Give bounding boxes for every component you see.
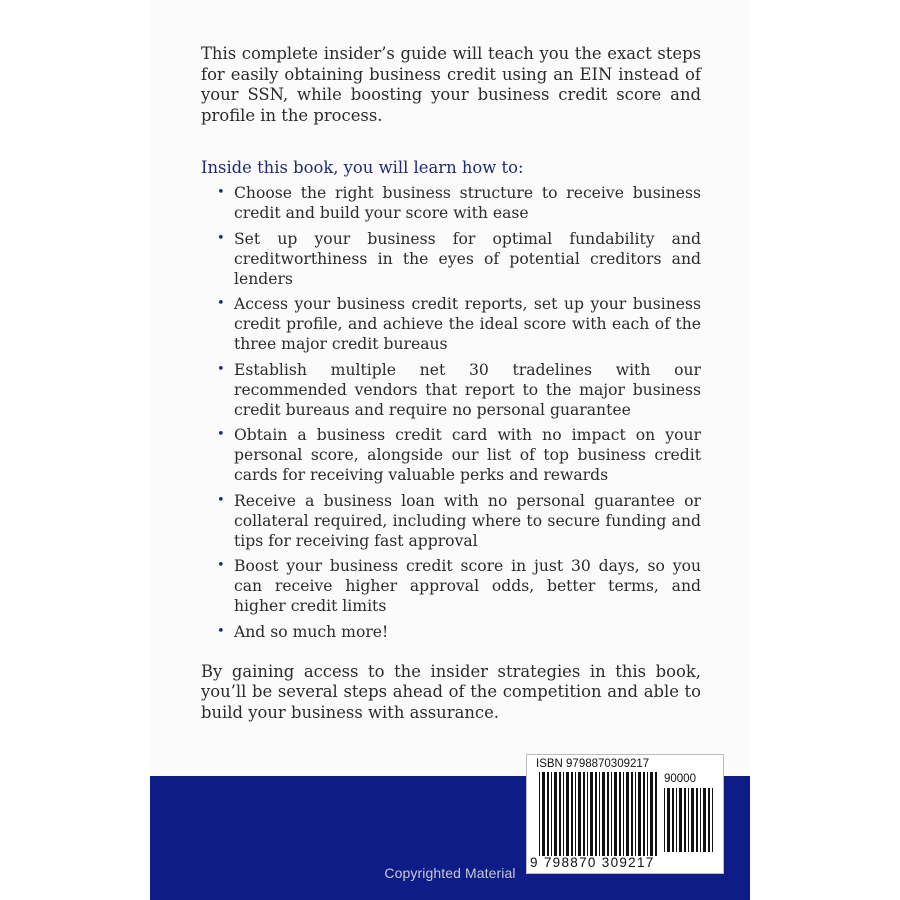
barcode-bar [696,788,698,852]
barcode-bar [563,772,564,856]
barcode-bar [703,788,706,852]
list-item [201,425,701,485]
barcode-bar [700,788,701,852]
barcode-bar [676,788,677,852]
isbn-digits: 9 798870 309217 [530,855,655,870]
barcode-bar [551,772,552,856]
barcode-bar [623,772,624,856]
barcode-bar [559,772,561,856]
barcode-bar [626,772,629,856]
barcode-bar [614,772,617,856]
barcode-bar [542,772,545,856]
bullet-icon: • [217,185,225,200]
barcode-bar [638,772,641,856]
isbn-label: ISBN 9798870309217 [536,758,650,770]
barcode-bar [635,772,636,856]
list-item [201,556,701,616]
price-code: 90000 [664,773,696,785]
bullet-icon: • [217,492,225,508]
barcode-bar [672,788,674,852]
intro-paragraph: This complete insider’s guide will teach you the exact steps for easily obtaining business credit using an EIN instead of your SSN, while boosting your business credit score and profile in the process. [201,44,701,125]
barcode-bar [583,772,585,856]
list-item [201,491,701,551]
barcode-bar [571,772,573,856]
barcode-bar [595,772,597,856]
barcode-bar [691,788,694,852]
barcode-bar [650,772,653,856]
barcode-bar [679,788,682,852]
barcode-bar [688,788,689,852]
barcode-bar [539,772,540,856]
closing-paragraph: By gaining access to the insider strategies in this book, you’ll be several steps ahead of the competition and able to build your business with assurance. [201,661,701,722]
list-item [201,360,701,420]
barcode-bar [587,772,588,856]
isbn-barcode [526,754,724,874]
bullet-icon: • [217,361,225,377]
barcode-main-bars [539,772,659,856]
barcode-bar [607,772,609,856]
list-item [201,183,701,223]
barcode-bar [566,772,569,856]
barcode-bar [664,788,665,852]
list-item [201,294,701,354]
barcode-bar [554,772,557,856]
barcode-bar [619,772,621,856]
barcode-bar [575,772,576,856]
bullet-icon: • [217,427,225,442]
list-item [201,229,701,289]
list-item-text: Establish multiple net 30 tradelines with our recommended vendors that report to the major business credit bureaus and require no personal guarantee [234,360,701,419]
barcode-bar [647,772,648,856]
bullet-icon: • [217,558,225,573]
bullet-icon: • [217,623,225,639]
feature-list [201,183,701,642]
list-item-text: Choose the right business structure to receive business credit and build your score with ease [234,184,701,222]
watermark-bottom: Copyrighted Material [384,865,516,881]
bullet-icon: • [217,296,225,311]
barcode-bar [590,772,593,856]
list-item-text: Boost your business credit score in just 30 days, so you can receive higher approval odds, better terms, and higher credit limits [234,557,701,615]
barcode-bar [547,772,549,856]
list-item [201,622,701,642]
list-item-text: Receive a business loan with no personal guarantee or collateral required, including where to secure funding and tips for receiving fast approval [234,491,701,550]
barcode-bar [643,772,645,856]
learn-heading: Inside this book, you will learn how to: [201,158,524,177]
barcode-bar [712,788,713,852]
list-item-text: And so much more! [234,622,389,641]
barcode-bar [602,772,605,856]
barcode-bar [631,772,633,856]
barcode-bar [599,772,600,856]
barcode-bar [708,788,710,852]
barcode-bar [684,788,686,852]
list-item-text: Obtain a business credit card with no impact on your personal score, alongside our list of top business credit cards for receiving valuable perks and rewards [234,426,701,484]
barcode-addon-bars [664,788,716,852]
barcode-bar [578,772,581,856]
barcode-bar [655,772,657,856]
barcode-bar [667,788,670,852]
cover-text [201,44,701,723]
list-item-text: Set up your business for optimal fundability and creditworthiness in the eyes of potential creditors and lenders [234,229,701,288]
list-item-text: Access your business credit reports, set up your business credit profile, and achieve the ideal score with each of the three major credit bureaus [234,295,701,353]
barcode-bar [611,772,612,856]
bullet-icon: • [217,230,225,246]
